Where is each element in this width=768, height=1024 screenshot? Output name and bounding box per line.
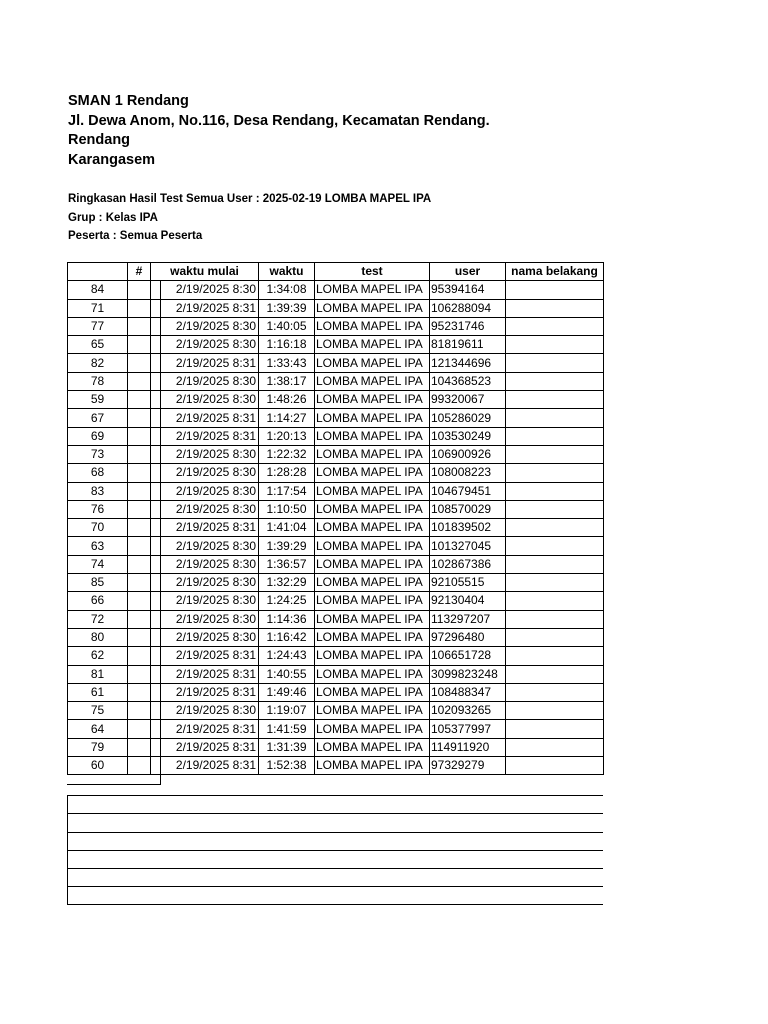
table-row bbox=[68, 738, 604, 756]
duration-cell: 1:48:26 bbox=[259, 391, 315, 409]
number-cell bbox=[128, 537, 151, 555]
last-name-cell bbox=[506, 738, 604, 756]
duration-cell: 1:39:39 bbox=[259, 299, 315, 317]
rank-cell: 74 bbox=[68, 555, 128, 573]
start-time-cell: 2/19/2025 8:30 bbox=[151, 336, 259, 354]
test-cell: LOMBA MAPEL IPA bbox=[315, 555, 430, 573]
empty-row bbox=[67, 868, 603, 886]
school-name: SMAN 1 Rendang bbox=[68, 93, 189, 109]
table-row bbox=[68, 702, 604, 720]
column-header-duration: waktu bbox=[259, 263, 315, 281]
user-cell: 95394164 bbox=[430, 281, 506, 299]
duration-cell: 1:19:07 bbox=[259, 702, 315, 720]
table-row bbox=[68, 628, 604, 646]
rank-cell: 79 bbox=[68, 738, 128, 756]
test-cell: LOMBA MAPEL IPA bbox=[315, 720, 430, 738]
duration-cell: 1:20:13 bbox=[259, 427, 315, 445]
start-time-cell: 2/19/2025 8:30 bbox=[151, 464, 259, 482]
empty-row bbox=[67, 795, 603, 813]
duration-cell: 1:10:50 bbox=[259, 500, 315, 518]
last-name-cell bbox=[506, 281, 604, 299]
rank-cell: 77 bbox=[68, 317, 128, 335]
last-name-cell bbox=[506, 702, 604, 720]
test-cell: LOMBA MAPEL IPA bbox=[315, 281, 430, 299]
duration-cell: 1:38:17 bbox=[259, 372, 315, 390]
number-cell bbox=[128, 574, 151, 592]
duration-cell: 1:40:05 bbox=[259, 317, 315, 335]
number-cell bbox=[128, 464, 151, 482]
number-cell bbox=[128, 683, 151, 701]
last-name-cell bbox=[506, 317, 604, 335]
duration-cell: 1:24:43 bbox=[259, 647, 315, 665]
table-row bbox=[68, 482, 604, 500]
rank-cell: 85 bbox=[68, 574, 128, 592]
start-time-cell: 2/19/2025 8:30 bbox=[151, 482, 259, 500]
user-cell: 121344696 bbox=[430, 354, 506, 372]
start-time-cell: 2/19/2025 8:31 bbox=[151, 665, 259, 683]
user-cell: 106651728 bbox=[430, 647, 506, 665]
school-city: Rendang bbox=[68, 132, 131, 148]
user-cell: 106900926 bbox=[430, 445, 506, 463]
last-name-cell bbox=[506, 391, 604, 409]
start-time-cell: 2/19/2025 8:31 bbox=[151, 683, 259, 701]
start-time-cell: 2/19/2025 8:31 bbox=[151, 427, 259, 445]
empty-row bbox=[67, 886, 603, 904]
rank-cell: 59 bbox=[68, 391, 128, 409]
start-time-cell: 2/19/2025 8:30 bbox=[151, 555, 259, 573]
test-cell: LOMBA MAPEL IPA bbox=[315, 409, 430, 427]
duration-cell: 1:34:08 bbox=[259, 281, 315, 299]
table-row bbox=[68, 445, 604, 463]
table-row bbox=[68, 610, 604, 628]
table-row bbox=[68, 391, 604, 409]
user-cell: 92130404 bbox=[430, 592, 506, 610]
start-time-cell: 2/19/2025 8:31 bbox=[151, 647, 259, 665]
number-cell bbox=[128, 281, 151, 299]
last-name-cell bbox=[506, 354, 604, 372]
report-info bbox=[68, 190, 431, 246]
column-header-number: # bbox=[128, 263, 151, 281]
empty-row bbox=[67, 850, 603, 868]
participants-label: Peserta : Semua Peserta bbox=[68, 230, 203, 242]
school-regency: Karangasem bbox=[68, 151, 156, 168]
school-header bbox=[68, 92, 490, 170]
table-row bbox=[68, 281, 604, 299]
last-name-cell bbox=[506, 336, 604, 354]
table-row bbox=[68, 665, 604, 683]
table-header-row bbox=[68, 263, 604, 281]
empty-row bbox=[67, 832, 603, 850]
user-cell: 108488347 bbox=[430, 683, 506, 701]
table-row bbox=[68, 354, 604, 372]
table-row bbox=[68, 757, 604, 775]
number-cell bbox=[128, 555, 151, 573]
start-time-cell: 2/19/2025 8:30 bbox=[151, 281, 259, 299]
test-cell: LOMBA MAPEL IPA bbox=[315, 445, 430, 463]
empty-row bbox=[67, 813, 603, 831]
test-cell: LOMBA MAPEL IPA bbox=[315, 500, 430, 518]
results-body bbox=[68, 281, 604, 775]
table-row bbox=[68, 336, 604, 354]
table-row bbox=[68, 299, 604, 317]
user-cell: 102867386 bbox=[430, 555, 506, 573]
rank-cell: 83 bbox=[68, 482, 128, 500]
number-cell bbox=[128, 427, 151, 445]
test-cell: LOMBA MAPEL IPA bbox=[315, 683, 430, 701]
column-header-test: test bbox=[315, 263, 430, 281]
start-time-cell: 2/19/2025 8:31 bbox=[151, 720, 259, 738]
duration-cell: 1:31:39 bbox=[259, 738, 315, 756]
last-name-cell bbox=[506, 482, 604, 500]
column-header-user: user bbox=[430, 263, 506, 281]
duration-cell: 1:36:57 bbox=[259, 555, 315, 573]
rank-cell: 80 bbox=[68, 628, 128, 646]
table-row bbox=[68, 574, 604, 592]
test-cell: LOMBA MAPEL IPA bbox=[315, 738, 430, 756]
user-cell: 95231746 bbox=[430, 317, 506, 335]
table-row bbox=[68, 372, 604, 390]
duration-cell: 1:14:27 bbox=[259, 409, 315, 427]
start-time-cell: 2/19/2025 8:31 bbox=[151, 757, 259, 775]
last-name-cell bbox=[506, 372, 604, 390]
rank-cell: 64 bbox=[68, 720, 128, 738]
results-table bbox=[67, 262, 604, 775]
start-time-cell: 2/19/2025 8:31 bbox=[151, 354, 259, 372]
rank-cell: 65 bbox=[68, 336, 128, 354]
rank-cell: 82 bbox=[68, 354, 128, 372]
user-cell: 3099823248 bbox=[430, 665, 506, 683]
user-cell: 102093265 bbox=[430, 702, 506, 720]
duration-cell: 1:14:36 bbox=[259, 610, 315, 628]
number-cell bbox=[128, 500, 151, 518]
table-row bbox=[68, 317, 604, 335]
rank-cell: 72 bbox=[68, 610, 128, 628]
user-cell: 108008223 bbox=[430, 464, 506, 482]
last-name-cell bbox=[506, 464, 604, 482]
test-cell: LOMBA MAPEL IPA bbox=[315, 574, 430, 592]
group-label: Grup : Kelas IPA bbox=[68, 211, 158, 224]
rank-cell: 66 bbox=[68, 592, 128, 610]
rank-cell: 70 bbox=[68, 519, 128, 537]
empty-rows bbox=[67, 795, 603, 905]
table-row bbox=[68, 720, 604, 738]
test-cell: LOMBA MAPEL IPA bbox=[315, 317, 430, 335]
rank-cell: 69 bbox=[68, 427, 128, 445]
duration-cell: 1:49:46 bbox=[259, 683, 315, 701]
test-cell: LOMBA MAPEL IPA bbox=[315, 482, 430, 500]
number-cell bbox=[128, 299, 151, 317]
test-cell: LOMBA MAPEL IPA bbox=[315, 647, 430, 665]
user-cell: 99320067 bbox=[430, 391, 506, 409]
test-cell: LOMBA MAPEL IPA bbox=[315, 464, 430, 482]
test-cell: LOMBA MAPEL IPA bbox=[315, 628, 430, 646]
table-row bbox=[68, 537, 604, 555]
user-cell: 113297207 bbox=[430, 610, 506, 628]
duration-cell: 1:22:32 bbox=[259, 445, 315, 463]
last-name-cell bbox=[506, 720, 604, 738]
duration-cell: 1:32:29 bbox=[259, 574, 315, 592]
user-cell: 104679451 bbox=[430, 482, 506, 500]
rank-cell: 76 bbox=[68, 500, 128, 518]
duration-cell: 1:17:54 bbox=[259, 482, 315, 500]
school-address: Jl. Dewa Anom, No.116, Desa Rendang, Kecamatan Rendang. bbox=[68, 112, 490, 129]
user-cell: 101839502 bbox=[430, 519, 506, 537]
duration-cell: 1:33:43 bbox=[259, 354, 315, 372]
rank-cell: 63 bbox=[68, 537, 128, 555]
test-cell: LOMBA MAPEL IPA bbox=[315, 665, 430, 683]
rank-cell: 78 bbox=[68, 372, 128, 390]
rank-cell: 68 bbox=[68, 464, 128, 482]
number-cell bbox=[128, 610, 151, 628]
test-cell: LOMBA MAPEL IPA bbox=[315, 299, 430, 317]
table-row bbox=[68, 647, 604, 665]
number-cell bbox=[128, 482, 151, 500]
number-cell bbox=[128, 372, 151, 390]
number-cell bbox=[128, 391, 151, 409]
number-cell bbox=[128, 409, 151, 427]
number-cell bbox=[128, 665, 151, 683]
rank-cell: 81 bbox=[68, 665, 128, 683]
start-time-cell: 2/19/2025 8:30 bbox=[151, 574, 259, 592]
test-cell: LOMBA MAPEL IPA bbox=[315, 537, 430, 555]
user-cell: 97329279 bbox=[430, 757, 506, 775]
last-name-cell bbox=[506, 519, 604, 537]
rank-cell: 84 bbox=[68, 281, 128, 299]
duration-cell: 1:16:18 bbox=[259, 336, 315, 354]
last-name-cell bbox=[506, 555, 604, 573]
number-cell bbox=[128, 519, 151, 537]
duration-cell: 1:28:28 bbox=[259, 464, 315, 482]
last-name-cell bbox=[506, 409, 604, 427]
last-name-cell bbox=[506, 665, 604, 683]
start-time-cell: 2/19/2025 8:30 bbox=[151, 500, 259, 518]
table-row bbox=[68, 500, 604, 518]
user-cell: 105286029 bbox=[430, 409, 506, 427]
start-time-cell: 2/19/2025 8:31 bbox=[151, 519, 259, 537]
duration-cell: 1:41:59 bbox=[259, 720, 315, 738]
user-cell: 81819611 bbox=[430, 336, 506, 354]
start-time-cell: 2/19/2025 8:31 bbox=[151, 409, 259, 427]
table-row bbox=[68, 592, 604, 610]
last-name-cell bbox=[506, 683, 604, 701]
last-name-cell bbox=[506, 610, 604, 628]
table-row bbox=[68, 683, 604, 701]
rank-cell: 67 bbox=[68, 409, 128, 427]
number-cell bbox=[128, 628, 151, 646]
number-cell bbox=[128, 354, 151, 372]
test-cell: LOMBA MAPEL IPA bbox=[315, 336, 430, 354]
user-cell: 114911920 bbox=[430, 738, 506, 756]
user-cell: 103530249 bbox=[430, 427, 506, 445]
duration-cell: 1:24:25 bbox=[259, 592, 315, 610]
start-time-cell: 2/19/2025 8:30 bbox=[151, 610, 259, 628]
rank-cell: 75 bbox=[68, 702, 128, 720]
number-cell bbox=[128, 702, 151, 720]
test-cell: LOMBA MAPEL IPA bbox=[315, 354, 430, 372]
test-cell: LOMBA MAPEL IPA bbox=[315, 757, 430, 775]
column-header-last-name: nama belakang bbox=[506, 263, 604, 281]
summary-title: Ringkasan Hasil Test Semua User : 2025-02-19 LOMBA MAPEL IPA bbox=[68, 193, 432, 205]
number-cell bbox=[128, 647, 151, 665]
user-cell: 106288094 bbox=[430, 299, 506, 317]
start-time-cell: 2/19/2025 8:30 bbox=[151, 537, 259, 555]
user-cell: 92105515 bbox=[430, 574, 506, 592]
user-cell: 108570029 bbox=[430, 500, 506, 518]
user-cell: 105377997 bbox=[430, 720, 506, 738]
start-time-cell: 2/19/2025 8:30 bbox=[151, 317, 259, 335]
start-time-cell: 2/19/2025 8:30 bbox=[151, 628, 259, 646]
last-name-cell bbox=[506, 574, 604, 592]
last-name-cell bbox=[506, 757, 604, 775]
number-cell bbox=[128, 720, 151, 738]
start-time-cell: 2/19/2025 8:30 bbox=[151, 372, 259, 390]
last-name-cell bbox=[506, 592, 604, 610]
rank-cell: 60 bbox=[68, 757, 128, 775]
test-cell: LOMBA MAPEL IPA bbox=[315, 372, 430, 390]
user-cell: 101327045 bbox=[430, 537, 506, 555]
start-time-cell: 2/19/2025 8:30 bbox=[151, 445, 259, 463]
rank-cell: 61 bbox=[68, 683, 128, 701]
number-cell bbox=[128, 757, 151, 775]
test-cell: LOMBA MAPEL IPA bbox=[315, 702, 430, 720]
duration-cell: 1:40:55 bbox=[259, 665, 315, 683]
start-time-cell: 2/19/2025 8:31 bbox=[151, 738, 259, 756]
table-row bbox=[68, 519, 604, 537]
number-cell bbox=[128, 336, 151, 354]
test-cell: LOMBA MAPEL IPA bbox=[315, 592, 430, 610]
rank-cell: 62 bbox=[68, 647, 128, 665]
number-cell bbox=[128, 445, 151, 463]
test-cell: LOMBA MAPEL IPA bbox=[315, 610, 430, 628]
number-cell bbox=[128, 317, 151, 335]
rank-cell: 71 bbox=[68, 299, 128, 317]
table-row bbox=[68, 427, 604, 445]
rank-cell: 73 bbox=[68, 445, 128, 463]
last-name-cell bbox=[506, 537, 604, 555]
number-cell bbox=[128, 738, 151, 756]
duration-cell: 1:52:38 bbox=[259, 757, 315, 775]
table-row bbox=[68, 409, 604, 427]
test-cell: LOMBA MAPEL IPA bbox=[315, 427, 430, 445]
table-row bbox=[68, 555, 604, 573]
user-cell: 104368523 bbox=[430, 372, 506, 390]
last-name-cell bbox=[506, 500, 604, 518]
column-header-rank bbox=[68, 263, 128, 281]
duration-cell: 1:41:04 bbox=[259, 519, 315, 537]
last-name-cell bbox=[506, 445, 604, 463]
duration-cell: 1:39:29 bbox=[259, 537, 315, 555]
start-time-cell: 2/19/2025 8:31 bbox=[151, 299, 259, 317]
last-name-cell bbox=[506, 299, 604, 317]
last-name-cell bbox=[506, 628, 604, 646]
number-cell bbox=[128, 592, 151, 610]
last-name-cell bbox=[506, 647, 604, 665]
test-cell: LOMBA MAPEL IPA bbox=[315, 519, 430, 537]
table-row bbox=[68, 464, 604, 482]
last-name-cell bbox=[506, 427, 604, 445]
user-cell: 97296480 bbox=[430, 628, 506, 646]
duration-cell: 1:16:42 bbox=[259, 628, 315, 646]
test-cell: LOMBA MAPEL IPA bbox=[315, 391, 430, 409]
start-time-cell: 2/19/2025 8:30 bbox=[151, 391, 259, 409]
start-time-cell: 2/19/2025 8:30 bbox=[151, 592, 259, 610]
start-time-cell: 2/19/2025 8:30 bbox=[151, 702, 259, 720]
column-header-start-time: waktu mulai bbox=[151, 263, 259, 281]
